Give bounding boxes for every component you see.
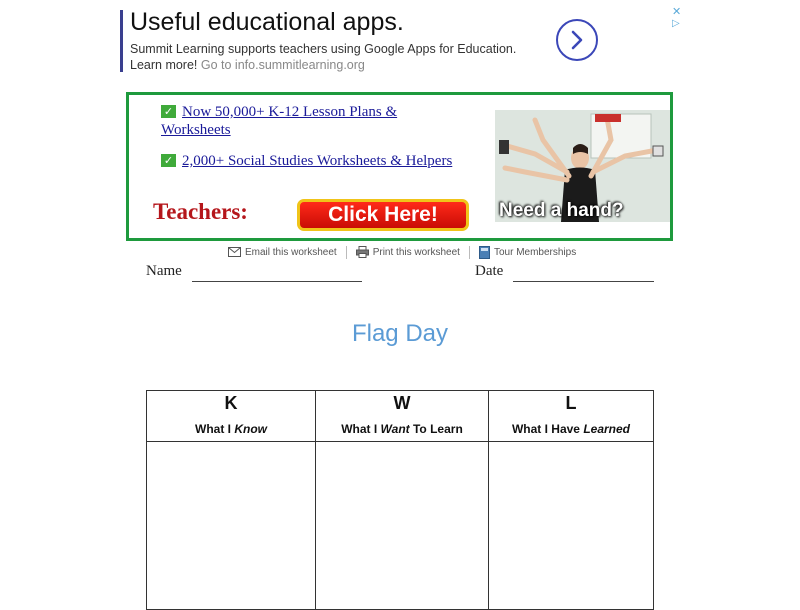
- printer-icon: [356, 246, 369, 258]
- kwl-column-learned: [488, 391, 653, 609]
- tour-memberships-link[interactable]: [479, 246, 576, 259]
- kwl-letter: K: [224, 393, 238, 413]
- promo-image[interactable]: [495, 110, 670, 222]
- email-worksheet-label[interactable]: Email this worksheet: [245, 246, 337, 258]
- ad-link-line[interactable]: [130, 58, 365, 72]
- worksheet-toolbar: [228, 244, 576, 260]
- print-worksheet-label[interactable]: Print this worksheet: [372, 246, 460, 258]
- promo-item[interactable]: [161, 103, 461, 139]
- click-here-button[interactable]: Click Here!: [297, 199, 469, 231]
- checkmark-icon: ✓: [161, 154, 176, 167]
- envelope-icon: [228, 247, 241, 257]
- kwl-header: [316, 391, 488, 442]
- ad-close-icon[interactable]: ✕: [672, 6, 682, 18]
- kwl-chart: [146, 390, 654, 610]
- ad-arrow-button[interactable]: [556, 19, 598, 61]
- ad-accent-bar: [120, 10, 123, 72]
- print-worksheet-link[interactable]: [356, 246, 460, 258]
- ad-learn-more[interactable]: Learn more!: [130, 58, 198, 72]
- toolbar-divider: [346, 246, 347, 259]
- promo-banner[interactable]: [126, 92, 673, 241]
- worksheet-title: Flag Day: [351, 320, 449, 347]
- teachers-label: Teachers:: [153, 199, 248, 224]
- kwl-header: [489, 391, 653, 442]
- book-icon: [479, 246, 490, 259]
- kwl-subtitle: What I Know: [195, 422, 267, 436]
- text-ad[interactable]: [118, 8, 690, 74]
- tour-memberships-label[interactable]: Tour Memberships: [493, 246, 577, 258]
- kwl-letter: L: [565, 393, 577, 413]
- kwl-header: [147, 391, 315, 442]
- name-label: Name: [146, 263, 182, 279]
- ad-description: Summit Learning supports teachers using Google Apps for Education.: [130, 42, 517, 56]
- kwl-column-know: [147, 391, 315, 609]
- ad-title[interactable]: Useful educational apps.: [130, 8, 404, 36]
- name-blank: [192, 281, 362, 282]
- promo-link-lesson-plans[interactable]: Now 50,000+ K-12 Lesson Plans & Worksheets: [161, 104, 398, 138]
- promo-item[interactable]: [161, 152, 461, 170]
- email-worksheet-link[interactable]: [228, 247, 337, 258]
- kwl-letter: W: [393, 393, 411, 413]
- promo-image-caption: Need a hand?: [499, 200, 624, 221]
- promo-link-social-studies[interactable]: 2,000+ Social Studies Worksheets & Helpers: [182, 153, 453, 169]
- chevron-right-icon: [569, 30, 585, 50]
- ad-info-icon[interactable]: ▷: [672, 18, 680, 29]
- kwl-column-want: [315, 391, 488, 609]
- toolbar-divider: [469, 246, 470, 259]
- kwl-subtitle: What I Have Learned: [511, 422, 631, 436]
- date-blank: [513, 281, 654, 282]
- kwl-subtitle: What I Want To Learn: [341, 422, 463, 436]
- date-label: Date: [475, 263, 504, 279]
- ad-url[interactable]: Go to info.summitlearning.org: [200, 58, 365, 72]
- checkmark-icon: ✓: [161, 105, 176, 118]
